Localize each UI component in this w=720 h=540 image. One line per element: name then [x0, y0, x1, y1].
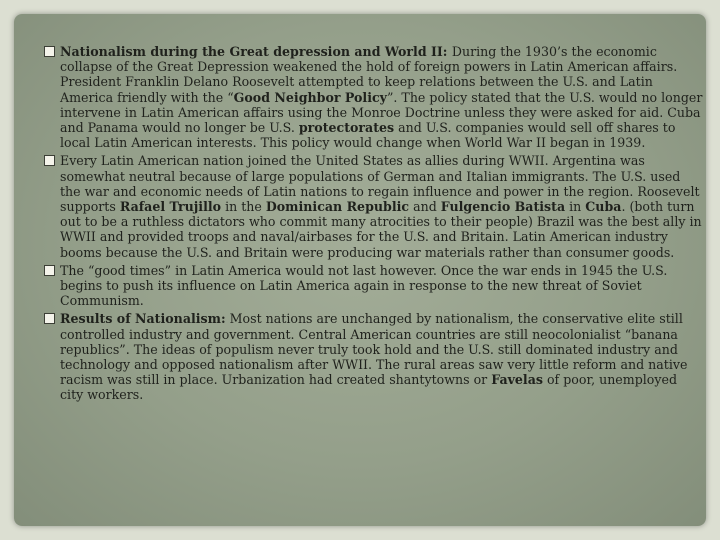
bullet-wwii-allies: [44, 153, 704, 259]
bullet-text: in: [565, 199, 586, 215]
term-results-of-nationalism: Results of Nationalism:: [60, 311, 226, 327]
bullet-text: Every Latin American nation joined the United States as allies during WWII. Argentina was somewhat neutral because of large populations of German and Italian immigrants. The U.S. used the war and economic needs of Latin nations to regain influence and power in the region. Roosevelt supports: [60, 153, 700, 215]
bullet-text: . (both turn out to be a ruthless dictators who commit many atrocities to their people) Brazil was the best ally in WWII and provided troops and naval/airbases for the U.S. and Britain. Latin American industry booms because the U.S. and Britain were producing war materials rather than consumer goods.: [60, 199, 702, 260]
bullet-text: ”. The policy stated that the U.S. would no longer intervene in Latin American affairs using the Monroe Doctrine unless they were asked for aid. Cuba and Panama would no longer be U.S.: [60, 89, 703, 136]
term-fulgencio-batista: Fulgencio Batista: [440, 199, 566, 215]
bullet-good-times-end: [44, 263, 704, 309]
term-rafael-trujillo: Rafael Trujillo: [119, 199, 222, 215]
term-favelas: Favelas: [491, 372, 543, 388]
bullet-text: During the 1930’s the economic collapse of the Great Depression weakened the hold of foreign powers in Latin American affairs. President Franklin Delano Roosevelt attempted to keep relations between the U.S. and Latin America friendly with the “: [60, 44, 678, 105]
term-protectorates: protectorates: [298, 120, 395, 136]
term-nationalism-great-depression: Nationalism during the Great depression and World II:: [60, 44, 452, 59]
bullet-text: and: [409, 199, 441, 215]
square-bullet-icon: [44, 265, 55, 276]
term-cuba: Cuba: [585, 199, 622, 215]
bullet-text: Most nations are unchanged by nationalism, the conservative elite still controlled industry and government. Central American countries are still neocolonialist “banana republics”. The ideas of populism never truly took hold and the U.S. still dominated industry and technology and opposed nationalism after WWII. The rural areas saw very little reform and native racism was still in place. Urbanization had created shantytowns or: [60, 311, 688, 388]
square-bullet-icon: [44, 155, 55, 166]
slide-content: [44, 44, 704, 406]
term-dominican-republic: Dominican Republic: [265, 199, 410, 215]
square-bullet-icon: [44, 313, 55, 324]
term-good-neighbor-policy: Good Neighbor Policy: [233, 89, 387, 105]
slide-frame: [14, 14, 706, 526]
bullet-text: and U.S. companies would sell off shares to local Latin American interests. This policy would change when World War II began in 1939.: [60, 120, 676, 151]
bullet-text: in the: [221, 199, 266, 215]
bullet-results-of-nationalism: [44, 311, 704, 402]
bullet-text: The “good times” in Latin America would not last however. Once the war ends in 1945 the U.S. begins to push its influence on Latin America again in response to the new threat of Soviet Communism.: [60, 262, 668, 309]
bullet-nationalism-great-depression: [44, 44, 704, 150]
square-bullet-icon: [44, 46, 55, 57]
bullet-text: of poor, unemployed city workers.: [60, 372, 678, 403]
